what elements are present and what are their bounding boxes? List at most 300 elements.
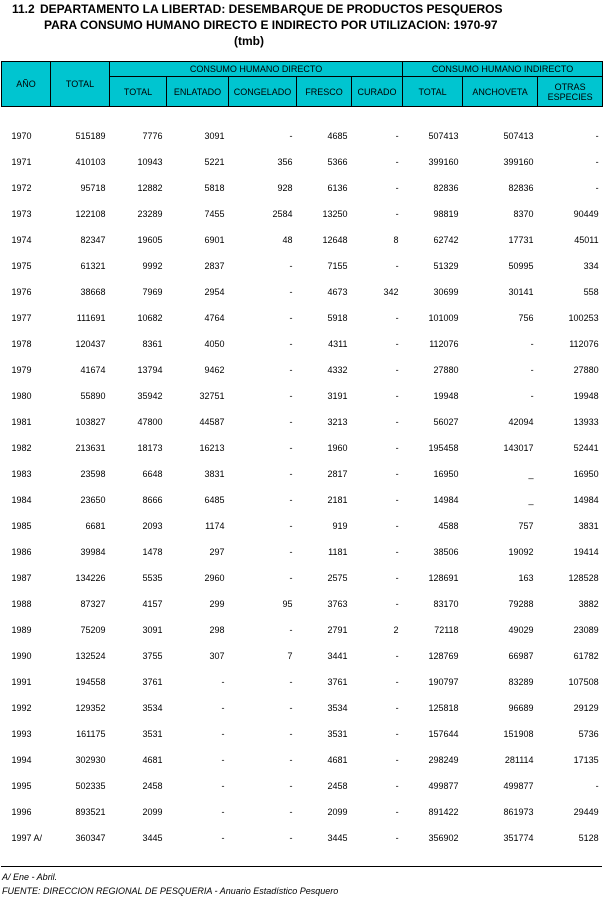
cell-otras-especies: - [595, 157, 599, 167]
table-row [2, 253, 603, 279]
cell-total: 103827 [75, 417, 106, 427]
header-group-indirect: CONSUMO HUMANO INDIRECTO [403, 62, 603, 77]
cell-anchoveta: 82836 [508, 183, 534, 193]
cell-total: 95718 [80, 183, 106, 193]
cell-direct-total: 6648 [142, 469, 163, 479]
cell-otras-especies: 19414 [573, 547, 599, 557]
header-indirect-anchoveta: ANCHOVETA [463, 77, 538, 107]
table-unit: (tmb) [234, 34, 264, 48]
cell-congelado: - [289, 755, 293, 765]
cell-year: 1984 [11, 495, 32, 505]
cell-anchoveta: 757 [518, 521, 534, 531]
cell-curado: - [395, 131, 399, 141]
cell-indirect-total: 38506 [433, 547, 459, 557]
table-row [2, 669, 603, 695]
cell-year: 1973 [11, 209, 32, 219]
cell-enlatado: 2954 [204, 287, 225, 297]
cell-direct-total: 5535 [142, 573, 163, 583]
cell-direct-total: 23289 [137, 209, 163, 219]
cell-year: 1978 [11, 339, 32, 349]
table-row [2, 435, 603, 461]
table-row [2, 409, 603, 435]
cell-total: 194558 [75, 677, 106, 687]
table-row [2, 123, 603, 149]
cell-enlatado: 16213 [199, 443, 225, 453]
cell-otras-especies: 5128 [578, 833, 599, 843]
cell-curado: 342 [383, 287, 399, 297]
table-number: 11.2 [12, 2, 35, 16]
cell-direct-total: 47800 [137, 417, 163, 427]
cell-anchoveta: 83289 [508, 677, 534, 687]
cell-enlatado: 32751 [199, 391, 225, 401]
cell-total: 515189 [75, 131, 106, 141]
cell-congelado: 7 [287, 651, 293, 661]
cell-fresco: 4681 [327, 755, 348, 765]
cell-indirect-total: 51329 [433, 261, 459, 271]
cell-enlatado: 6901 [204, 235, 225, 245]
cell-congelado: - [289, 287, 293, 297]
cell-fresco: 919 [332, 521, 348, 531]
cell-fresco: 12648 [322, 235, 348, 245]
header-indirect-total: TOTAL [403, 77, 463, 107]
cell-indirect-total: 16950 [433, 469, 459, 479]
cell-congelado: - [289, 391, 293, 401]
cell-otras-especies: 5736 [578, 729, 599, 739]
cell-indirect-total: 101009 [428, 313, 459, 323]
cell-enlatado: 3091 [204, 131, 225, 141]
cell-enlatado: 4764 [204, 313, 225, 323]
cell-year: 1995 [11, 781, 32, 791]
cell-total: 132524 [75, 651, 106, 661]
table-row [2, 331, 603, 357]
cell-congelado: - [289, 313, 293, 323]
cell-indirect-total: 356902 [428, 833, 459, 843]
cell-anchoveta: 499877 [503, 781, 534, 791]
table-row [2, 175, 603, 201]
cell-enlatado: 44587 [199, 417, 225, 427]
cell-year: 1986 [11, 547, 32, 557]
cell-congelado: 928 [277, 183, 293, 193]
table-row [2, 617, 603, 643]
cell-indirect-total: 19948 [433, 391, 459, 401]
cell-total: 129352 [75, 703, 106, 713]
cell-indirect-total: 62742 [433, 235, 459, 245]
cell-curado: - [395, 443, 399, 453]
cell-direct-total: 10943 [137, 157, 163, 167]
cell-anchoveta: 8370 [513, 209, 534, 219]
cell-indirect-total: 195458 [428, 443, 459, 453]
cell-year: 1988 [11, 599, 32, 609]
cell-direct-total: 8361 [142, 339, 163, 349]
cell-total: 213631 [75, 443, 106, 453]
cell-indirect-total: 98819 [433, 209, 459, 219]
table-row [2, 539, 603, 565]
cell-direct-total: 18173 [137, 443, 163, 453]
cell-curado: 8 [393, 235, 399, 245]
table-row [2, 825, 603, 851]
cell-direct-total: 3755 [142, 651, 163, 661]
cell-curado: - [395, 729, 399, 739]
cell-enlatado: 7455 [204, 209, 225, 219]
footer-divider [1, 866, 602, 867]
cell-enlatado: - [221, 833, 225, 843]
cell-anchoveta: _ [528, 469, 534, 479]
cell-year: 1996 [11, 807, 32, 817]
cell-fresco: 3531 [327, 729, 348, 739]
cell-congelado: - [289, 417, 293, 427]
cell-indirect-total: 30699 [433, 287, 459, 297]
cell-indirect-total: 4588 [438, 521, 459, 531]
cell-anchoveta: 351774 [503, 833, 534, 843]
table-title-text: DEPARTAMENTO LA LIBERTAD: DESEMBARQUE DE PRODUCTOS PESQUEROS [40, 2, 503, 16]
cell-otras-especies: 61782 [573, 651, 599, 661]
cell-year: 1992 [11, 703, 32, 713]
cell-enlatado: 3831 [204, 469, 225, 479]
header-year: AÑO [2, 62, 51, 107]
cell-indirect-total: 891422 [428, 807, 459, 817]
cell-total: 38668 [80, 287, 106, 297]
cell-curado: - [395, 781, 399, 791]
cell-indirect-total: 27880 [433, 365, 459, 375]
cell-otras-especies: 17135 [573, 755, 599, 765]
cell-year: 1980 [11, 391, 32, 401]
cell-fresco: 3445 [327, 833, 348, 843]
cell-curado: - [395, 469, 399, 479]
cell-otras-especies: 13933 [573, 417, 599, 427]
cell-direct-total: 1478 [142, 547, 163, 557]
cell-direct-total: 4157 [142, 599, 163, 609]
cell-indirect-total: 399160 [428, 157, 459, 167]
cell-year: 1975 [11, 261, 32, 271]
cell-total: 134226 [75, 573, 106, 583]
cell-anchoveta: 79288 [508, 599, 534, 609]
cell-indirect-total: 507413 [428, 131, 459, 141]
cell-total: 502335 [75, 781, 106, 791]
cell-otras-especies: - [595, 183, 599, 193]
cell-direct-total: 2093 [142, 521, 163, 531]
cell-enlatado: 298 [209, 625, 225, 635]
cell-curado: - [395, 157, 399, 167]
cell-enlatado: 5818 [204, 183, 225, 193]
table-row [2, 721, 603, 747]
cell-otras-especies: - [595, 131, 599, 141]
cell-total: 55890 [80, 391, 106, 401]
cell-anchoveta: 143017 [503, 443, 534, 453]
cell-year: 1987 [11, 573, 32, 583]
cell-congelado: - [289, 131, 293, 141]
cell-otras-especies: 16950 [573, 469, 599, 479]
cell-fresco: 2099 [327, 807, 348, 817]
cell-direct-total: 4681 [142, 755, 163, 765]
cell-indirect-total: 128691 [428, 573, 459, 583]
cell-direct-total: 8666 [142, 495, 163, 505]
cell-fresco: 6136 [327, 183, 348, 193]
cell-year: 1970 [11, 131, 32, 141]
cell-enlatado: - [221, 703, 225, 713]
cell-total: 120437 [75, 339, 106, 349]
cell-enlatado: 2960 [204, 573, 225, 583]
cell-enlatado: - [221, 677, 225, 687]
cell-anchoveta: 50995 [508, 261, 534, 271]
table-row [2, 279, 603, 305]
cell-indirect-total: 72118 [434, 625, 459, 635]
cell-anchoveta: 17731 [508, 235, 534, 245]
cell-indirect-total: 298249 [428, 755, 459, 765]
cell-anchoveta: 19092 [508, 547, 534, 557]
cell-year: 1989 [11, 625, 32, 635]
cell-otras-especies: 3882 [578, 599, 599, 609]
table-row [2, 773, 603, 799]
cell-otras-especies: 27880 [573, 365, 599, 375]
cell-congelado: - [289, 443, 293, 453]
cell-congelado: 95 [282, 599, 293, 609]
cell-total: 23598 [80, 469, 106, 479]
cell-direct-total: 7969 [142, 287, 163, 297]
header-direct-curado: CURADO [352, 77, 403, 107]
cell-curado: - [395, 807, 399, 817]
cell-direct-total: 2099 [142, 807, 163, 817]
cell-direct-total: 13794 [137, 365, 163, 375]
cell-congelado: 356 [277, 157, 293, 167]
header-direct-congelado: CONGELADO [229, 77, 297, 107]
cell-congelado: - [289, 703, 293, 713]
cell-year: 1977 [11, 313, 32, 323]
table-row [2, 591, 603, 617]
cell-enlatado: 299 [209, 599, 225, 609]
cell-otras-especies: 90449 [573, 209, 599, 219]
table-row [2, 201, 603, 227]
cell-indirect-total: 157644 [428, 729, 459, 739]
cell-total: 111691 [76, 313, 106, 323]
cell-anchoveta: 507413 [503, 131, 534, 141]
header-direct-total: TOTAL [110, 77, 167, 107]
cell-congelado: - [289, 573, 293, 583]
cell-enlatado: 2837 [204, 261, 225, 271]
cell-enlatado: 9462 [204, 365, 225, 375]
cell-curado: - [395, 209, 399, 219]
cell-indirect-total: 112076 [429, 339, 459, 349]
cell-anchoveta: _ [528, 495, 534, 505]
cell-year: 1994 [11, 755, 32, 765]
cell-anchoveta: 861973 [503, 807, 534, 817]
table-row [2, 227, 603, 253]
cell-anchoveta: 756 [518, 313, 534, 323]
cell-total: 41674 [80, 365, 106, 375]
cell-total: 302930 [75, 755, 106, 765]
cell-fresco: 7155 [327, 261, 348, 271]
cell-curado: - [395, 495, 399, 505]
cell-indirect-total: 190797 [428, 677, 459, 687]
cell-congelado: - [289, 729, 293, 739]
cell-enlatado: - [221, 755, 225, 765]
cell-anchoveta: 96689 [508, 703, 534, 713]
cell-anchoveta: 281114 [504, 755, 534, 765]
table-row [2, 149, 603, 175]
cell-direct-total: 3761 [142, 677, 163, 687]
cell-anchoveta: 163 [518, 573, 534, 583]
header-group-row [2, 62, 603, 77]
cell-fresco: 4311 [328, 339, 348, 349]
cell-total: 410103 [75, 157, 106, 167]
cell-congelado: - [289, 625, 293, 635]
cell-congelado: 2584 [272, 209, 293, 219]
cell-otras-especies: 3831 [578, 521, 599, 531]
cell-indirect-total: 125818 [428, 703, 459, 713]
cell-otras-especies: 19948 [573, 391, 599, 401]
cell-year: 1993 [11, 729, 32, 739]
cell-year: 1971 [11, 157, 32, 167]
cell-year: 1982 [11, 443, 32, 453]
cell-congelado: - [289, 807, 293, 817]
table-row [2, 383, 603, 409]
cell-congelado: - [289, 261, 293, 271]
cell-otras-especies: 100253 [568, 313, 599, 323]
cell-curado: - [395, 703, 399, 713]
cell-enlatado: 307 [209, 651, 225, 661]
cell-congelado: - [289, 495, 293, 505]
cell-otras-especies: 334 [583, 261, 599, 271]
cell-enlatado: 5221 [204, 157, 225, 167]
cell-fresco: 1960 [327, 443, 348, 453]
table-title-line2: PARA CONSUMO HUMANO DIRECTO E INDIRECTO POR UTILIZACION: 1970-97 [44, 18, 498, 32]
cell-fresco: 5918 [327, 313, 348, 323]
cell-curado: - [395, 599, 399, 609]
cell-indirect-total: 82836 [433, 183, 459, 193]
cell-fresco: 2791 [327, 625, 348, 635]
table-row [2, 747, 603, 773]
cell-congelado: - [289, 469, 293, 479]
table-row [2, 357, 603, 383]
table-row [2, 461, 603, 487]
header-direct-fresco: FRESCO [297, 77, 352, 107]
cell-curado: - [395, 183, 399, 193]
cell-total: 39984 [80, 547, 106, 557]
cell-total: 75209 [80, 625, 106, 635]
cell-curado: - [395, 547, 399, 557]
table-row [2, 305, 603, 331]
cell-curado: - [395, 313, 399, 323]
cell-direct-total: 9992 [142, 261, 163, 271]
cell-curado: - [395, 521, 399, 531]
landings-table [1, 61, 603, 851]
cell-enlatado: 4050 [204, 339, 225, 349]
cell-curado: - [395, 261, 399, 271]
table-row [2, 643, 603, 669]
cell-otras-especies: 558 [583, 287, 599, 297]
cell-direct-total: 7776 [142, 131, 163, 141]
table-row [2, 565, 603, 591]
cell-fresco: 2575 [327, 573, 348, 583]
cell-curado: - [395, 651, 399, 661]
header-group-direct: CONSUMO HUMANO DIRECTO [110, 62, 403, 77]
cell-direct-total: 3534 [142, 703, 163, 713]
cell-fresco: 2817 [327, 469, 348, 479]
cell-direct-total: 19605 [137, 235, 163, 245]
cell-direct-total: 12882 [137, 183, 163, 193]
table-row [2, 695, 603, 721]
cell-congelado: - [289, 677, 293, 687]
cell-curado: 2 [393, 625, 399, 635]
cell-curado: - [395, 833, 399, 843]
cell-otras-especies: 128528 [568, 573, 599, 583]
cell-enlatado: 297 [209, 547, 225, 557]
cell-total: 82347 [80, 235, 106, 245]
cell-fresco: 13250 [322, 209, 348, 219]
cell-year: 1976 [11, 287, 32, 297]
cell-year: 1981 [11, 417, 32, 427]
cell-direct-total: 35942 [137, 391, 163, 401]
cell-direct-total: 3531 [142, 729, 163, 739]
cell-fresco: 4332 [327, 365, 348, 375]
cell-total: 122108 [75, 209, 106, 219]
cell-congelado: - [289, 781, 293, 791]
cell-year: 1990 [11, 651, 32, 661]
cell-congelado: - [289, 521, 293, 531]
cell-curado: - [395, 677, 399, 687]
footnote: A/ Ene - Abril. [2, 872, 58, 882]
cell-fresco: 3763 [327, 599, 348, 609]
cell-anchoveta: 42094 [508, 417, 534, 427]
cell-indirect-total: 83170 [433, 599, 459, 609]
cell-anchoveta: 151908 [503, 729, 534, 739]
cell-enlatado: - [221, 807, 225, 817]
cell-congelado: - [289, 833, 293, 843]
cell-direct-total: 3091 [142, 625, 163, 635]
cell-total: 23650 [80, 495, 106, 505]
cell-year: 1972 [11, 183, 32, 193]
cell-fresco: 3761 [327, 677, 348, 687]
cell-curado: - [395, 573, 399, 583]
cell-total: 6681 [85, 521, 106, 531]
cell-enlatado: - [221, 781, 225, 791]
cell-otras-especies: 29449 [573, 807, 599, 817]
cell-anchoveta: 399160 [503, 157, 534, 167]
cell-otras-especies: 107508 [568, 677, 599, 687]
cell-otras-especies: 52441 [573, 443, 599, 453]
cell-fresco: 4673 [327, 287, 348, 297]
cell-anchoveta: 66987 [508, 651, 534, 661]
cell-indirect-total: 128769 [428, 651, 459, 661]
cell-direct-total: 2458 [142, 781, 163, 791]
cell-curado: - [395, 339, 399, 349]
cell-year: 1985 [11, 521, 32, 531]
source-note: FUENTE: DIRECCION REGIONAL DE PESQUERIA - Anuario Estadístico Pesquero [2, 886, 339, 896]
cell-otras-especies: - [595, 781, 599, 791]
cell-anchoveta: 49029 [508, 625, 534, 635]
cell-total: 360347 [75, 833, 106, 843]
cell-congelado: - [289, 339, 293, 349]
cell-year: 1991 [11, 677, 32, 687]
cell-curado: - [395, 755, 399, 765]
cell-congelado: 48 [282, 235, 293, 245]
cell-congelado: - [289, 365, 293, 375]
cell-fresco: 3441 [327, 651, 348, 661]
cell-curado: - [395, 391, 399, 401]
cell-indirect-total: 56027 [433, 417, 459, 427]
table-body [2, 107, 603, 852]
cell-fresco: 1181 [328, 547, 348, 557]
header-indirect-otras: OTRAS ESPECIES [538, 77, 603, 107]
cell-anchoveta: - [530, 339, 534, 349]
cell-fresco: 5366 [327, 157, 348, 167]
cell-fresco: 2458 [327, 781, 348, 791]
cell-indirect-total: 14984 [433, 495, 459, 505]
cell-fresco: 3191 [327, 391, 348, 401]
cell-congelado: - [289, 547, 293, 557]
cell-curado: - [395, 417, 399, 427]
cell-total: 61321 [80, 261, 106, 271]
cell-year: 1979 [11, 365, 32, 375]
